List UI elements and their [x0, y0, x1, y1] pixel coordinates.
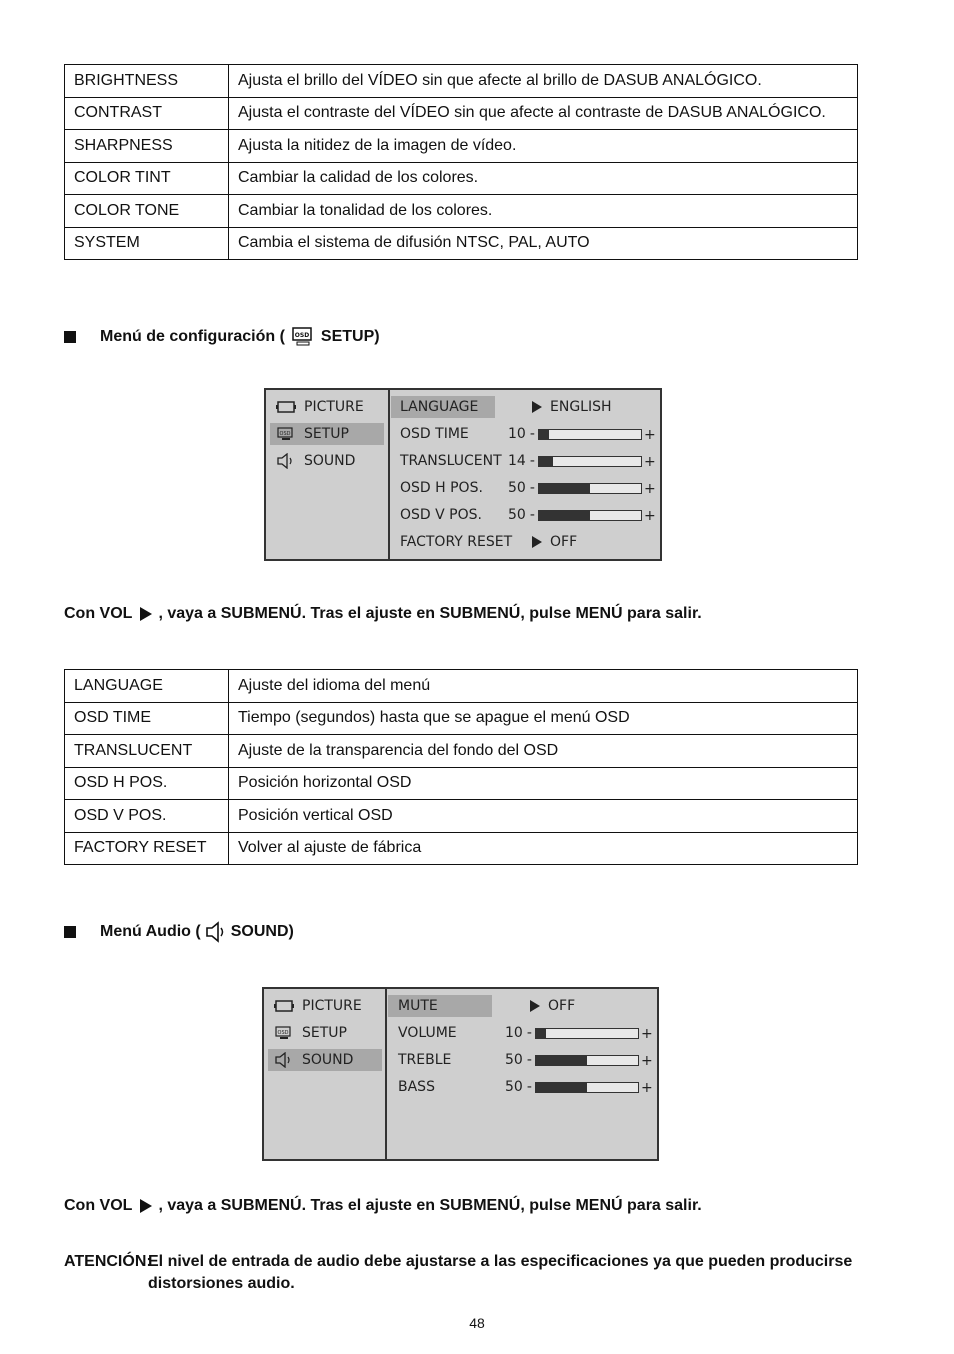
table-row: COLOR TONE Cambiar la tonalidad de los colores. [65, 195, 858, 228]
bass-slider[interactable] [535, 1082, 639, 1093]
osd-row-h-pos[interactable]: OSD H POS. [400, 480, 483, 496]
osd-row-mute[interactable]: MUTE [398, 998, 438, 1014]
slider-fill [536, 1029, 546, 1038]
svg-text:OSD: OSD [277, 1030, 289, 1036]
picture-icon [274, 999, 294, 1013]
svg-text:OSD: OSD [279, 431, 291, 437]
svg-text:OSD: OSD [294, 332, 310, 339]
speaker-icon [274, 1052, 294, 1068]
osd-setup-panel [264, 388, 662, 561]
table-row: CONTRAST Ajusta el contraste del VÍDEO sin que afecte al contraste de DASUB ANALÓGICO. [65, 97, 858, 130]
page-number: 48 [469, 1315, 485, 1331]
menu-item-sound[interactable]: SOUND [268, 1049, 382, 1071]
osd-main-menu [264, 989, 387, 1159]
slider-fill [536, 1083, 587, 1092]
slider-fill [536, 1056, 587, 1065]
bass-value: 50 - [505, 1079, 532, 1095]
speaker-icon [205, 921, 227, 943]
table-row: COLOR TINT Cambiar la calidad de los colores. [65, 162, 858, 195]
table-row: BRIGHTNESS Ajusta el brillo del VÍDEO sin que afecte al brillo de DASUB ANALÓGICO. [65, 65, 858, 98]
mute-value[interactable]: OFF [530, 995, 575, 1017]
speaker-icon [276, 453, 296, 469]
volume-value: 10 - [505, 1025, 532, 1041]
v-pos-value: 50 - [508, 507, 535, 523]
osd-row-osd-time[interactable]: OSD TIME [400, 426, 469, 442]
right-arrow-icon [532, 536, 542, 548]
menu-item-picture[interactable]: PICTURE [268, 995, 382, 1017]
h-pos-slider[interactable] [538, 483, 642, 494]
plus-icon: + [644, 454, 656, 470]
menu-item-sound[interactable]: SOUND [270, 450, 384, 472]
slider-fill [539, 484, 590, 493]
osd-main-menu [266, 390, 390, 559]
translucent-value: 14 - [508, 453, 535, 469]
osd-row-volume[interactable]: VOLUME [398, 1025, 457, 1041]
slider-fill [539, 511, 590, 520]
setup-heading: Menú de configuración ( OSD SETUP) [64, 327, 380, 347]
translucent-slider[interactable] [538, 456, 642, 467]
table-row: SYSTEM Cambia el sistema de difusión NTSC, PAL, AUTO [65, 227, 858, 260]
volume-slider[interactable] [535, 1028, 639, 1039]
osd-row-v-pos[interactable]: OSD V POS. [400, 507, 482, 523]
v-pos-slider[interactable] [538, 510, 642, 521]
attention-text-line1: El nivel de entrada de audio debe ajustarse a las especificaciones ya que pueden producirse [148, 1253, 853, 1270]
picture-icon [276, 400, 296, 414]
plus-icon: + [641, 1026, 653, 1042]
bullet-square-icon [64, 926, 76, 938]
table-row: FACTORY RESET Volver al ajuste de fábrica [65, 832, 858, 865]
language-value[interactable]: ENGLISH [532, 396, 612, 418]
menu-item-setup[interactable]: OSD SETUP [268, 1022, 382, 1044]
video-settings-table [64, 64, 858, 260]
plus-icon: + [644, 508, 656, 524]
navigation-note: Con VOL , vaya a SUBMENÚ. Tras el ajuste en SUBMENÚ, pulse MENÚ para salir. [64, 605, 702, 622]
factory-reset-value[interactable]: OFF [532, 531, 577, 553]
table-row: SHARPNESS Ajusta la nitidez de la imagen de vídeo. [65, 130, 858, 163]
attention-label: ATENCIÓN: [64, 1253, 152, 1270]
treble-value: 50 - [505, 1052, 532, 1068]
table-row: LANGUAGE Ajuste del idioma del menú [65, 670, 858, 703]
osd-time-slider[interactable] [538, 429, 642, 440]
plus-icon: + [644, 427, 656, 443]
table-row: OSD V POS. Posición vertical OSD [65, 800, 858, 833]
osd-sound-panel [262, 987, 659, 1161]
table-row: OSD H POS. Posición horizontal OSD [65, 767, 858, 800]
osd-time-value: 10 - [508, 426, 535, 442]
slider-fill [539, 457, 553, 466]
osd-row-translucent[interactable]: TRANSLUCENT [400, 453, 502, 469]
table-row: OSD TIME Tiempo (segundos) hasta que se apague el menú OSD [65, 702, 858, 735]
attention-text-line2: distorsiones audio. [148, 1275, 295, 1292]
menu-item-picture[interactable]: PICTURE [270, 396, 384, 418]
menu-item-setup[interactable]: OSD SETUP [270, 423, 384, 445]
h-pos-value: 50 - [508, 480, 535, 496]
osd-row-bass[interactable]: BASS [398, 1079, 435, 1095]
plus-icon: + [641, 1080, 653, 1096]
treble-slider[interactable] [535, 1055, 639, 1066]
osd-row-language[interactable]: LANGUAGE [400, 399, 479, 415]
osd-icon [276, 427, 296, 441]
osd-row-treble[interactable]: TREBLE [398, 1052, 452, 1068]
table-row: TRANSLUCENT Ajuste de la transparencia del fondo del OSD [65, 735, 858, 768]
osd-icon [291, 327, 315, 347]
right-arrow-icon [140, 607, 152, 621]
right-arrow-icon [532, 401, 542, 413]
osd-row-factory-reset[interactable]: FACTORY RESET [400, 534, 513, 550]
setup-settings-table [64, 669, 858, 865]
bullet-square-icon [64, 331, 76, 343]
right-arrow-icon [530, 1000, 540, 1012]
plus-icon: + [641, 1053, 653, 1069]
osd-icon [274, 1026, 294, 1040]
right-arrow-icon [140, 1199, 152, 1213]
plus-icon: + [644, 481, 656, 497]
navigation-note: Con VOL , vaya a SUBMENÚ. Tras el ajuste en SUBMENÚ, pulse MENÚ para salir. [64, 1197, 702, 1214]
sound-heading: Menú Audio ( SOUND) [64, 921, 294, 943]
slider-fill [539, 430, 549, 439]
